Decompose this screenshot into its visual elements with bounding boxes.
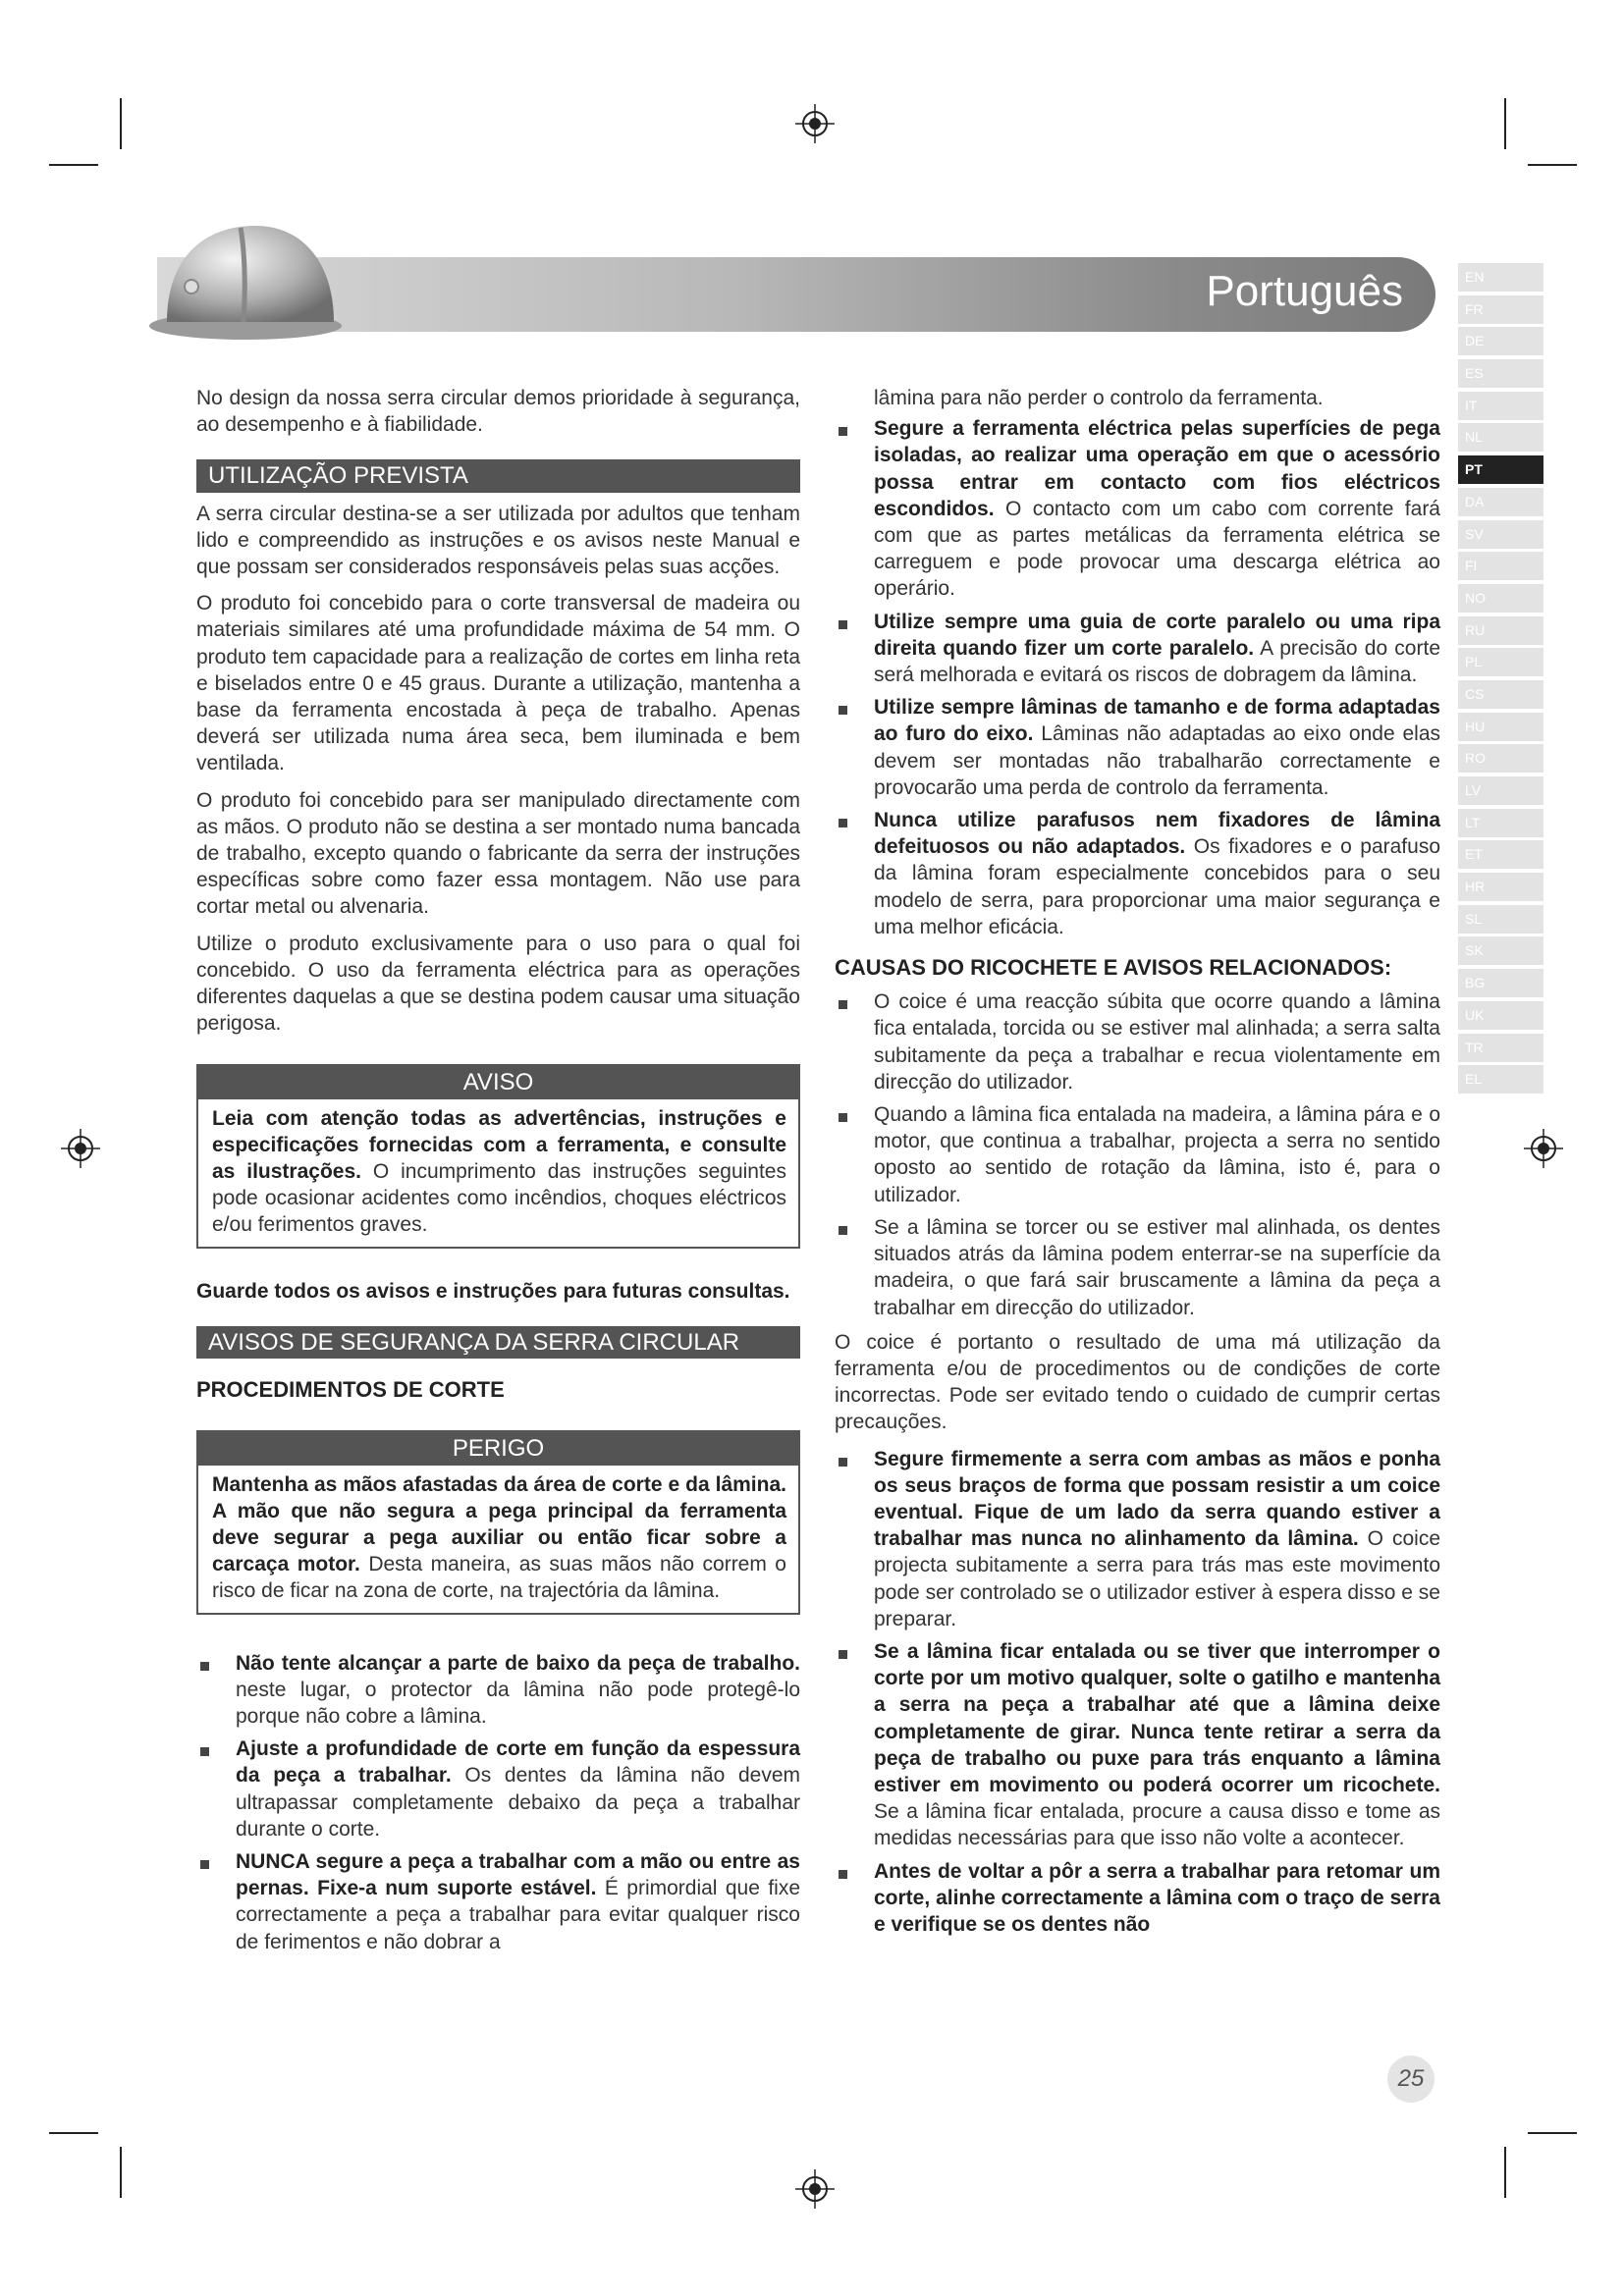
list-item [835, 988, 1440, 1095]
registration-mark-icon [61, 1129, 100, 1168]
paragraph: Utilize o produto exclusivamente para o uso para o qual foi concebido. O uso da ferramenta eléctrica para as operações diferentes daquelas a que se destina podem causar uma situação perigosa. [196, 932, 800, 1036]
list-item-text: Lâminas não adaptadas ao eixo onde elas devem ser montadas não trabalharão correctamente e provocarão uma perda de controlo da ferramenta. [874, 722, 1441, 799]
list-item-text: O contacto com um cabo com corrente fará com que as partes metálicas da ferramenta elétrica se carreguem e pode provocar uma descarga elétrica ao operário. [874, 497, 1440, 601]
lang-tab-sv[interactable]: SV [1458, 520, 1543, 549]
list-item-text: É primordial que fixe correctamente a peça a trabalhar para evitar qualquer risco de ferimentos e não dobrar a [236, 1877, 800, 1953]
list-item-bold: Nunca utilize parafusos nem fixadores de lâmina defeituosos ou não adaptados. [874, 809, 1440, 859]
lang-tab-lt[interactable]: LT [1458, 809, 1543, 837]
danger-box [196, 1430, 800, 1614]
list-item [196, 1848, 800, 1955]
list-item-bold: Não tente alcançar a parte de baixo da peça de trabalho. [236, 1651, 800, 1675]
crop-mark [1504, 2147, 1506, 2198]
list-item-text: Quando a lâmina fica entalada na madeira, a lâmina pára e o motor, que continua a trabalhar, projecta a serra no sentido oposto ao sentido de rotação da lâmina, isto é, para o utilizador. [874, 1103, 1440, 1206]
lang-tab-hu[interactable]: HU [1458, 713, 1543, 741]
section-header-intended-use: UTILIZAÇÃO PREVISTA [196, 459, 800, 492]
paragraph: O coice é portanto o resultado de uma má utilização da ferramenta e/ou de procedimentos ou de condições de corte incorrectas. Pode ser evitado tendo o cuidado de cumprir certas precauções. [835, 1330, 1440, 1434]
list-item [835, 694, 1440, 801]
lang-tab-nl[interactable]: NL [1458, 423, 1543, 452]
warning-body [198, 1099, 798, 1247]
list-item-bold: Segure a ferramenta eléctrica pelas superfícies de pega isoladas, ao realizar uma operação em que o acessório possa entrar em contacto com fios eléctricos escondidos. [874, 417, 1440, 520]
list-item [196, 1650, 800, 1731]
paragraph: A serra circular destina-se a ser utilizada por adultos que tenham lido e compreendido as instruções e os avisos neste Manual e que possam ser considerados responsáveis pelas suas acções. [196, 502, 800, 579]
crop-mark [120, 98, 122, 149]
section-header-safety-warnings: AVISOS DE SEGURANÇA DA SERRA CIRCULAR [196, 1326, 800, 1359]
list-item [835, 1101, 1440, 1208]
lang-tab-es[interactable]: ES [1458, 359, 1543, 388]
crop-mark [1504, 98, 1506, 149]
warning-bold-text: Leia com atenção todas as advertências, instruções e especificações fornecidas com a ferramenta, e consulte as ilustrações. [212, 1106, 786, 1184]
sub-heading-cutting-procedures: PROCEDIMENTOS DE CORTE [196, 1377, 505, 1403]
language-title: Português [1206, 267, 1403, 315]
lang-tab-sk[interactable]: SK [1458, 936, 1543, 965]
lang-tab-bg[interactable]: BG [1458, 969, 1543, 997]
list-item [835, 1214, 1440, 1321]
list-item [835, 1638, 1440, 1852]
warning-text: O incumprimento das instruções seguintes pode ocasionar acidentes como incêndios, choques eléctricos e/ou ferimentos graves. [212, 1160, 786, 1237]
list-item-bold: Utilize sempre lâminas de tamanho e de forma adaptadas ao furo do eixo. [874, 696, 1440, 746]
list-item [835, 609, 1440, 689]
lang-tab-tr[interactable]: TR [1458, 1034, 1543, 1062]
warning-box [196, 1064, 800, 1248]
language-tabs [1458, 263, 1543, 1097]
registration-mark-icon [795, 104, 835, 143]
intro-text: No design da nossa serra circular demos prioridade à segurança, ao desempenho e à fiabilidade. [196, 387, 800, 437]
list-item [196, 1735, 800, 1842]
right-column [835, 385, 1440, 1946]
lang-tab-pt[interactable]: PT [1458, 455, 1543, 484]
lang-tab-lv[interactable]: LV [1458, 776, 1543, 805]
lang-tab-de[interactable]: DE [1458, 327, 1543, 355]
paragraph: O produto foi concebido para ser manipulado directamente com as mãos. O produto não se destina a ser montado numa bancada de trabalho, excepto quando o fabricante da serra der instruções específicas sobre como fazer essa montagem. Não use para cortar metal ou alvenaria. [196, 788, 800, 919]
danger-text: Desta maneira, as suas mãos não correm o risco de ficar na zona de corte, na trajectória da lâmina. [212, 1553, 786, 1603]
crop-mark [49, 164, 98, 166]
safety-helmet-icon [147, 216, 353, 344]
crop-mark [120, 2147, 122, 2198]
list-item-text: Se a lâmina ficar entalada, procure a causa disso e tome as medidas necessárias para que isso não volte a acontecer. [874, 1800, 1440, 1850]
bullet-list [196, 1650, 800, 1955]
continuation-text: lâmina para não perder o controlo da ferramenta. [874, 387, 1324, 409]
lang-tab-el[interactable]: EL [1458, 1065, 1543, 1094]
keep-instructions-note: Guarde todos os avisos e instruções para futuras consultas. [196, 1279, 790, 1303]
bullet-list [835, 415, 1440, 940]
list-item-text: O coice é uma reacção súbita que ocorre quando a lâmina fica entalada, torcida ou se estiver mal alinhada; a serra salta subitamente da peça a trabalhar e recua violentamente em direcção do utilizador. [874, 990, 1440, 1094]
lang-tab-hr[interactable]: HR [1458, 873, 1543, 901]
bullet-list [835, 988, 1440, 1320]
list-item [835, 1858, 1440, 1939]
registration-mark-icon [1524, 1129, 1563, 1168]
list-item-bold: Se a lâmina ficar entalada ou se tiver que interromper o corte por um motivo qualquer, solte o gatilho e mantenha a serra na peça a trabalhar até que a lâmina deixe completamente de girar. Nunca tente retirar a serra da peça de trabalho ou puxe para trás enquanto a lâmina estiver em movimento ou poderá ocorrer um ricochete. [874, 1639, 1440, 1796]
paragraph: O produto foi concebido para o corte transversal de madeira ou materiais similares até uma profundidade máxima de 54 mm. O produto tem capacidade para a realização de cortes em linha reta e biselados entre 0 e 45 graus. Durante a utilização, mantenha a base da ferramenta encostada à peça de trabalho. Apenas deverá ser utilizada numa área seca, bem iluminada e bem ventilada. [196, 592, 800, 775]
list-item-text: Os fixadores e o parafuso da lâmina foram especialmente concebidos para o seu modelo de serra, para proporcionar uma maior segurança e uma melhor eficácia. [874, 835, 1440, 938]
danger-bold-text: Mantenha as mãos afastadas da área de corte e da lâmina. A mão que não segura a pega principal da ferramenta deve segurar a pega auxiliar ou então ficar sobre a carcaça motor. [212, 1472, 786, 1576]
list-item-text: neste lugar, o protector da lâmina não pode protegê-lo porque não cobre a lâmina. [236, 1678, 800, 1728]
lang-tab-et[interactable]: ET [1458, 840, 1543, 869]
bullet-list [835, 1446, 1440, 1939]
page-number: 25 [1387, 2056, 1435, 2103]
list-item [835, 807, 1440, 940]
lang-tab-fi[interactable]: FI [1458, 552, 1543, 580]
lang-tab-sl[interactable]: SL [1458, 905, 1543, 934]
list-item-bold: NUNCA segure a peça a trabalhar com a mão ou entre as pernas. Fixe-a num suporte estável. [236, 1849, 800, 1900]
list-item-bold: Segure firmemente a serra com ambas as mãos e ponha os seus braços de forma que possam resistir a um coice eventual. Fique de um lado da serra quando estiver a trabalhar mas nunca no alinhamento da lâmina. [874, 1447, 1440, 1551]
list-item [835, 415, 1440, 602]
lang-tab-fr[interactable]: FR [1458, 295, 1543, 324]
lang-tab-ru[interactable]: RU [1458, 616, 1543, 645]
crop-mark [1528, 164, 1577, 166]
lang-tab-it[interactable]: IT [1458, 392, 1543, 420]
crop-mark [1528, 2132, 1577, 2134]
danger-title: PERIGO [198, 1432, 798, 1465]
lang-tab-da[interactable]: DA [1458, 488, 1543, 516]
list-item-bold: Utilize sempre uma guia de corte paralelo ou uma ripa direita quando fizer um corte paralelo. [874, 610, 1440, 660]
list-item-text: Os dentes da lâmina não devem ultrapassar completamente debaixo da peça a trabalhar durante o corte. [236, 1764, 800, 1841]
left-column [196, 385, 800, 1963]
list-item-text: A precisão do corte será melhorada e evitará os riscos de dobragem da lâmina. [874, 636, 1440, 687]
crop-mark [49, 2132, 98, 2134]
lang-tab-pl[interactable]: PL [1458, 648, 1543, 676]
kickback-heading: CAUSAS DO RICOCHETE E AVISOS RELACIONADOS: [835, 955, 1392, 981]
danger-body [198, 1466, 798, 1613]
list-item-bold: Ajuste a profundidade de corte em função da espessura da peça a trabalhar. [236, 1737, 800, 1788]
list-item [835, 1446, 1440, 1632]
lang-tab-cs[interactable]: CS [1458, 680, 1543, 709]
lang-tab-en[interactable]: EN [1458, 263, 1543, 292]
registration-mark-icon [795, 2169, 835, 2209]
list-item-text: O coice projecta subitamente a serra para trás mas este movimento pode ser controlado se o utilizador estiver à espera disso e se preparar. [874, 1527, 1440, 1630]
lang-tab-uk[interactable]: UK [1458, 1001, 1543, 1030]
list-item-bold: Antes de voltar a pôr a serra a trabalhar para retomar um corte, alinhe correctamente a lâmina com o traço de serra e verifique se os dentes não [874, 1859, 1440, 1936]
lang-tab-no[interactable]: NO [1458, 584, 1543, 613]
lang-tab-ro[interactable]: RO [1458, 744, 1543, 773]
list-item-text: Se a lâmina se torcer ou se estiver mal alinhada, os dentes situados atrás da lâmina podem enterrar-se na superfície da madeira, o que fará sair bruscamente a lâmina da peça a trabalhar em direcção do utilizador. [874, 1215, 1440, 1319]
warning-title: AVISO [198, 1066, 798, 1098]
